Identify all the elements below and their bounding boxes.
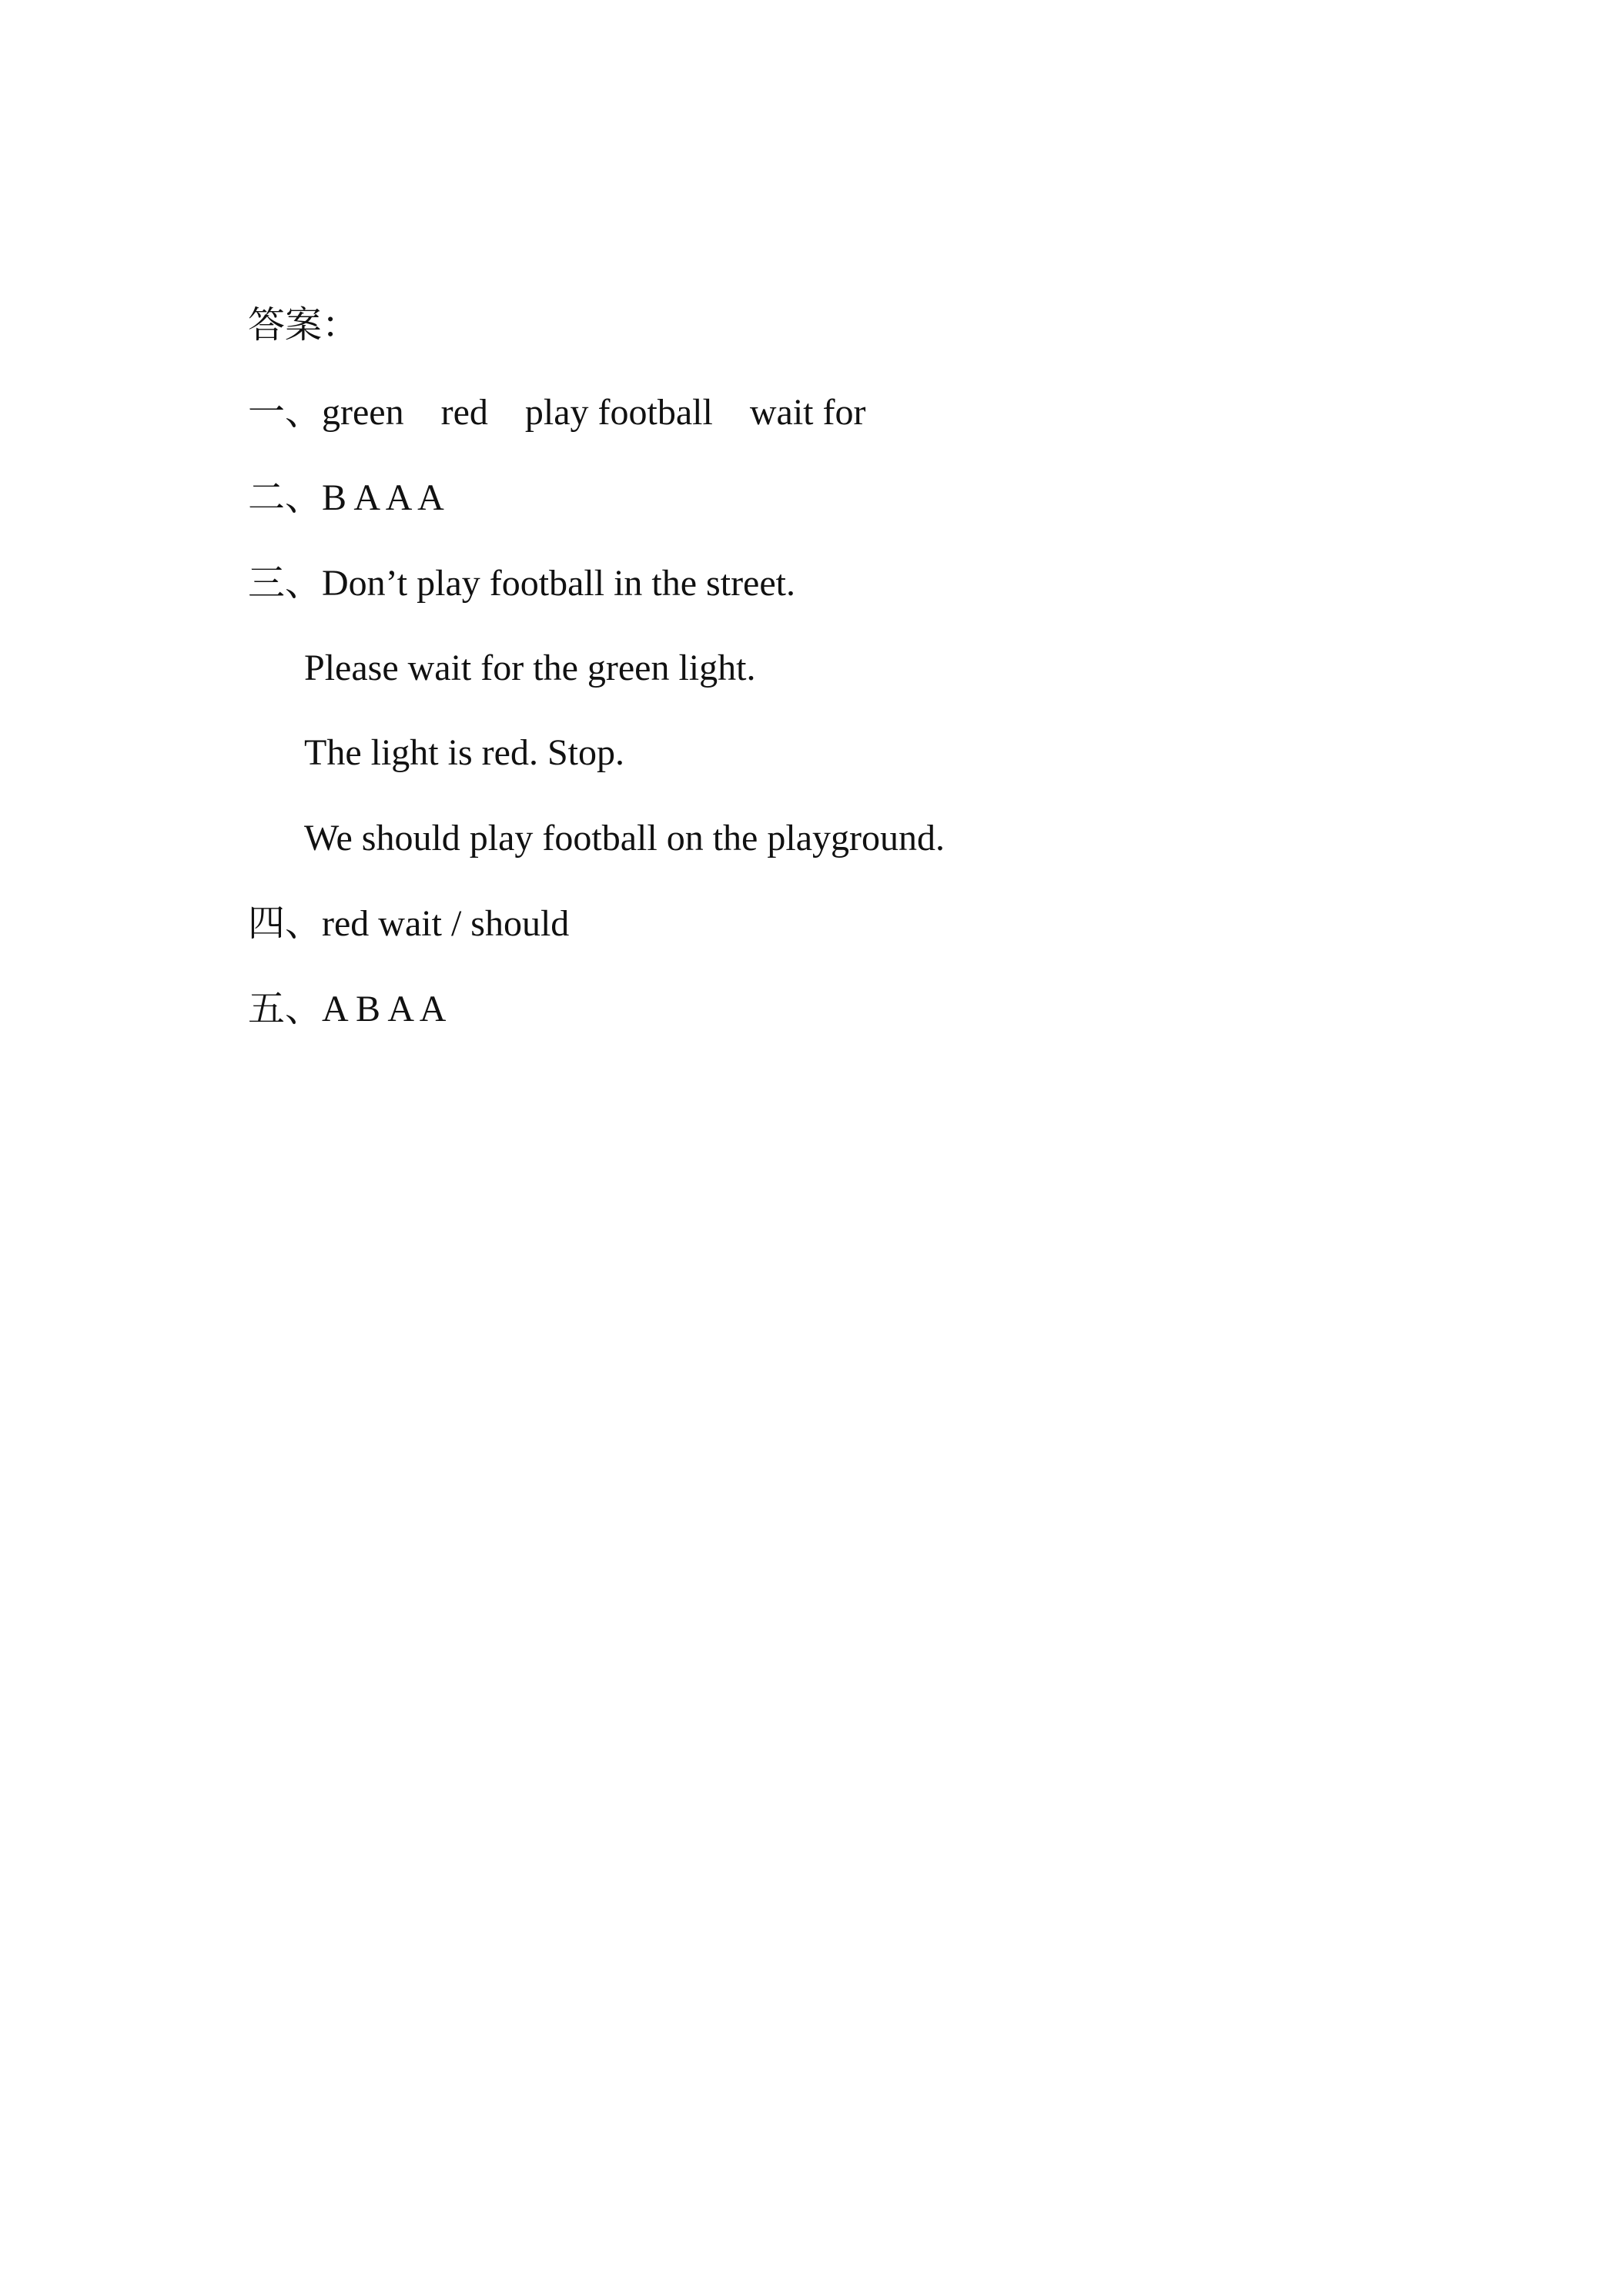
section-5-text: A B A A — [322, 989, 447, 1029]
section-3-line-2: Please wait for the green light. — [304, 648, 756, 688]
section-3-line-1: Don’t play football in the street. — [322, 563, 795, 604]
answer-section-2 — [248, 475, 444, 521]
section-3-line-3: The light is red. Stop. — [304, 732, 624, 773]
section-5-marker: 五、 — [248, 989, 323, 1029]
answer-section-4 — [248, 901, 569, 947]
section-3-marker: 三、 — [248, 563, 323, 604]
section-2-marker: 二、 — [248, 477, 323, 518]
section-2-text: B A A A — [322, 477, 444, 518]
section-1-marker: 一、 — [248, 392, 323, 433]
answer-heading: 答案： — [248, 305, 360, 346]
answer-section-3 — [248, 561, 795, 607]
section-3-line-4: We should play football on the playground. — [304, 818, 945, 858]
section-1-item-2: red — [440, 392, 488, 433]
answer-section-5 — [248, 986, 446, 1033]
section-1-item-3: play football — [524, 392, 713, 433]
section-4-text: red wait / should — [322, 903, 570, 944]
answer-section-1 — [248, 390, 865, 436]
section-1-item-4: wait for — [749, 392, 866, 433]
section-1-item-1: green — [322, 392, 404, 433]
section-4-marker: 四、 — [248, 903, 323, 944]
